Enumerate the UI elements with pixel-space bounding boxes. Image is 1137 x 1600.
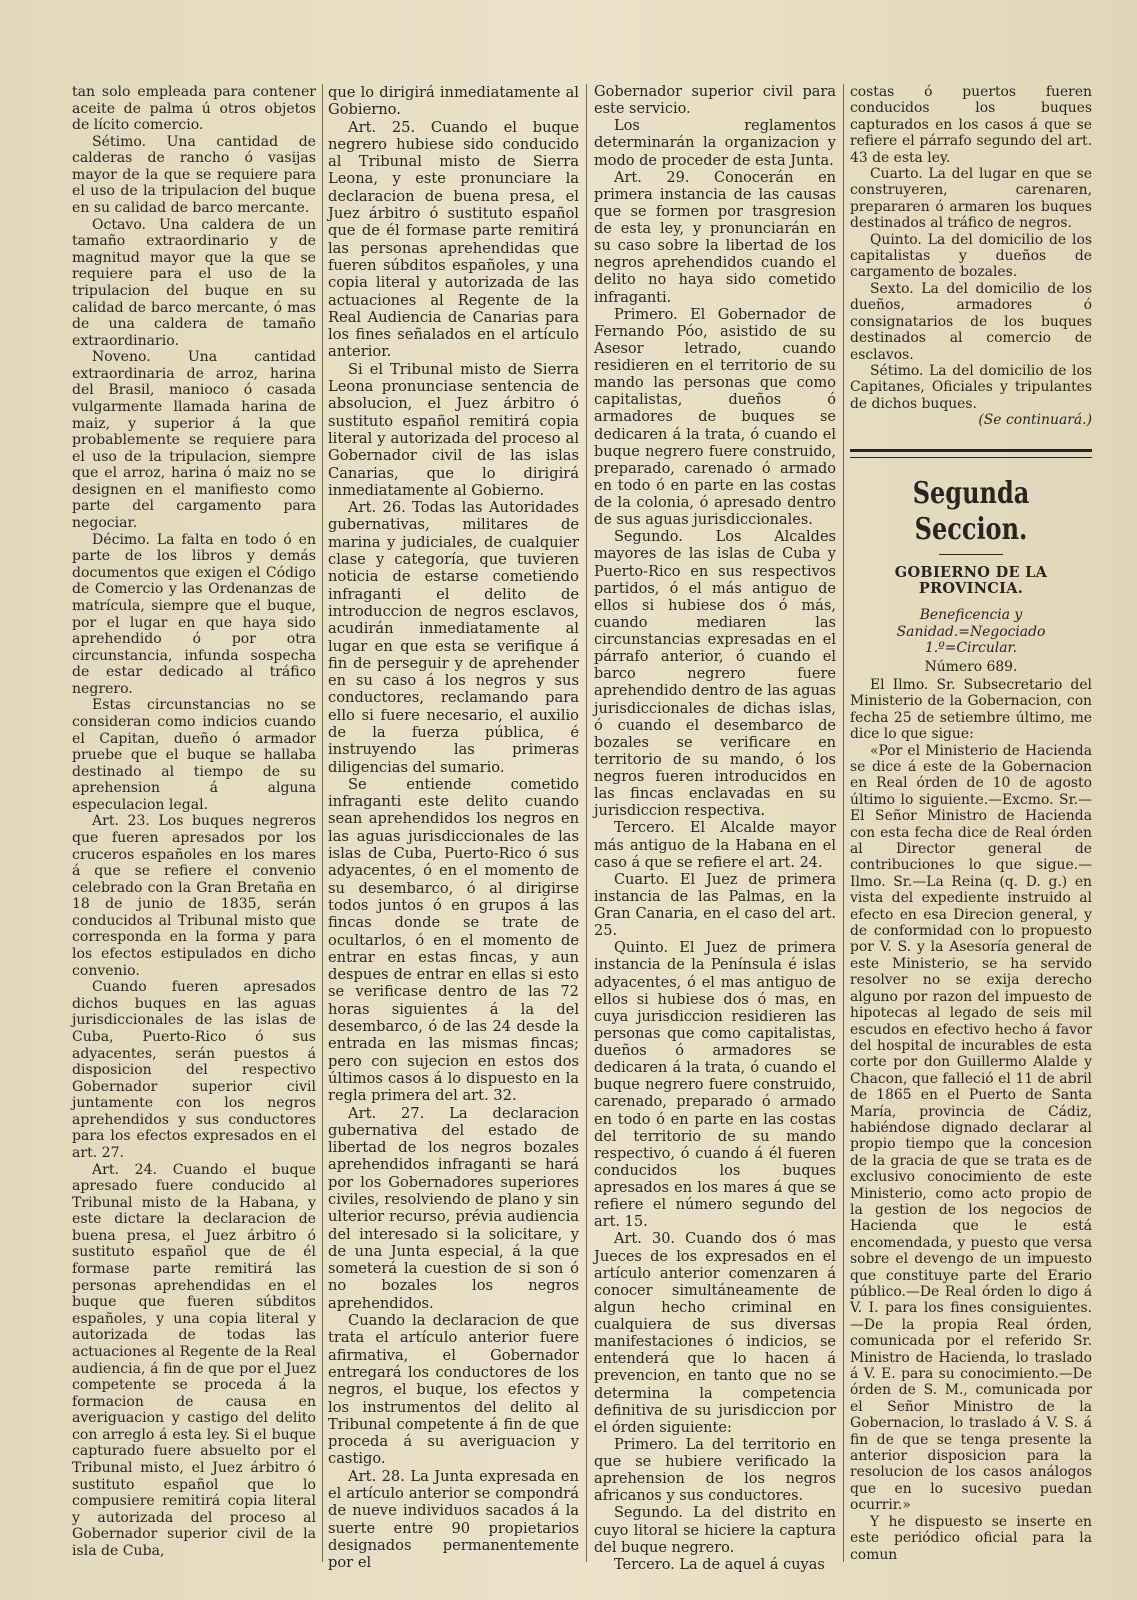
paragraph: Art. 30. Cuando dos ó mas Jueces de los expresados en el artículo anterior comenzaren á conocer simultáneamente de algun hecho criminal en cualquiera de sus diversas manifestaciones ó indicios, se entenderá que lo hacen á prevencion, en tanto que no se determina la competencia definitiva de su jurisdiccion por el órden siguiente: [594, 1231, 836, 1436]
paragraph: Octavo. Una caldera de un tamaño extraordinario y de magnitud mayor que la que se requiere para el uso de la tripulacion del buque en su calidad de barco mercante, ó mas de una caldera de tamaño extraordinario. [72, 216, 316, 349]
column-4 [850, 84, 1092, 1563]
paragraph: Segundo. La del distrito en cuyo litoral se hiciere la captura del buque negrero. [594, 1505, 836, 1556]
column-3 [594, 84, 836, 1574]
paragraph: «Por el Ministerio de Hacienda se dice á este de la Gobernacion en Real órden de 10 de agosto último lo siguiente.—Excmo. Sr.—El Señor Ministro de Hacienda con esta fecha dice de Real órden al Director general de contribuciones lo que sigue.—Ilmo. Sr.—La Reina (q. D. g.) en vista del expediente instruido al efecto en esa Direcion general, y de conformidad con lo propuesto por V. S. y la Asesoría general de este Ministerio, se ha servido resolver no se exija derecho alguno por razon del impuesto de hipotecas al legado de seis mil escudos en efectivo hecho á favor del hospital de incurables de esta corte por don Guillermo Alalde y Chacon, que falleció el 11 de abril de 1865 en el Puerto de Santa María, provincia de Cádiz, habiéndose dignado declarar al propio tiempo que la concesion de la gracia de que se trata es de exclusivo conocimiento de este Ministerio, como acto propio de la gestion de los negocios de Hacienda que le está encomendada, y puesto que versa sobre el devengo de un impuesto que constituye parte del Erario público.—De Real órden lo digo á V. I. para los fines consiguientes.—De la propia Real órden, comunicada por el referido Sr. Ministro de Hacienda, lo traslado á V. E. para su conocimiento.—De órden de S. M., comunicada por el Señor Ministro de la Gobernacion, lo traslado á V. S. á fin de que se tenga presente la anterior disposicion para la resolucion de los casos análogos que en lo sucesivo puedan ocurrir.» [850, 742, 1092, 1514]
short-rule [939, 554, 1003, 555]
paragraph: Art. 24. Cuando el buque apresado fuere conducido al Tribunal misto de la Habana, y este dictare la declaracion de buena presa, el Juez árbitro ó sustituto español que de él formase parte remitirá las personas aprehendidas en el buque que fueren súbditos españoles, y una copia literal y autorizada de todas las actuaciones al Regente de la Real audiencia, á fin de que por el Juez competente se proceda á la formacion de causa en averiguacion y castigo del delito con arreglo á esta ley. Si el buque capturado fuere absuelto por el Tribunal misto, el Juez árbitro ó sustituto español que lo compusiere remitirá copia literal y autorizada del proceso al Gobernador superior civil de la isla de Cuba, [72, 1161, 316, 1559]
paragraph: Art. 23. Los buques negreros que fueren apresados por los cruceros españoles en los mares á que se refiere el convenio celebrado con la Gran Bretaña en 18 de junio de 1835, serán conducidos al Tribunal misto que corresponda en la forma y para los efectos estipulados en dicho convenio. [72, 813, 316, 979]
paragraph: Si el Tribunal misto de Sierra Leona pronunciase sentencia de absolucion, el Juez árbitro ó sustituto español remitirá copia literal y autorizada del proceso al Gobernador civil de las islas Canarias, que lo dirigirá inmediatamente al Gobierno. [328, 360, 579, 499]
paragraph: Los reglamentos determinarán la organizacion y modo de proceder de esta Junta. [594, 118, 836, 169]
column-1 [72, 84, 316, 1559]
continuation-note: (Se continuará.) [978, 412, 1092, 429]
column-rule-2 [586, 84, 587, 1562]
paragraph: Primero. El Gobernador de Fernando Póo, asistido de su Asesor letrado, cuando residieren en el territorio de su mando las personas que como capitalistas, dueños ó armadores de buques se dedicaren á la trata, ó cuando el buque negrero fuere construido, preparado, carenado ó armado en todo ó en parte en las costas de la colonia, ó apresado dentro de sus aguas jurisdiccionales. [594, 306, 836, 529]
paragraph: Cuando fueren apresados dichos buques en las aguas jurisdiccionales de las islas de Cuba, Puerto-Rico ó sus adyacentes, serán puestos á disposicion del respectivo Gobernador superior civil juntamente con los negros aprehendidos y sus conductores para los efectos expresados en el art. 27. [72, 979, 316, 1161]
paragraph: Y he dispuesto se inserte en este periódico oficial para la comun [850, 1513, 1092, 1563]
paragraph: Segundo. Los Alcaldes mayores de las islas de Cuba y Puerto-Rico en sus respectivos partidos, ó el más antiguo de ellos si hubiese dos ó más, cuando mediaren las circunstancias expresadas en el párrafo anterior, ó cuando el barco negrero fuere aprehendido dentro de las aguas jurisdiccionales de dichas islas, ó cuando el desembarco de bozales se verificare en territorio de su mando, ó los negros fueren introducidos en las fincas enclavadas en su jurisdiccion respectiva. [594, 529, 836, 820]
column-rule-1 [322, 84, 323, 1562]
paragraph: Sexto. La del domicilio de los dueños, armadores ó consignatarios de los buques destinados al comercio de esclavos. [850, 280, 1092, 363]
paragraph: Décimo. La falta en todo ó en parte de los libros y demás documentos que exigen el Código de Comercio y las Ordenanzas de matrícula, siempre que el buque, por el lugar en que haya sido aprehendido ó por otra circunstancia, infunda sospecha de estar dedicado al tráfico negrero. [72, 531, 316, 697]
paragraph: Cuarto. El Juez de primera instancia de las Palmas, en la Gran Canaria, en el caso del art. 25. [594, 871, 836, 940]
paragraph: Quinto. El Juez de primera instancia de la Península é islas adyacentes, ó el mas antiguo de ellos si hubiese dos ó mas, en cuya jurisdiccion residieren las personas que como capitalistas, dueños ó armadores se dedicaren á la trata, ó cuando el buque negrero fuere construido, carenado, preparado ó armado en todo ó en parte en las costas del territorio de su mando respectivo, ó cuando á él fueren conducidos los buques apresados en los mares á que se refiere el número segundo del art. 15. [594, 940, 836, 1231]
paragraph: Estas circunstancias no se consideran como indicios cuando el Capitan, dueño ó armador pruebe que el buque se hallaba destinado al tiempo de su aprehension á alguna especulacion legal. [72, 697, 316, 813]
paragraph: Quinto. La del domicilio de los capitalistas y dueños de cargamento de bozales. [850, 231, 1092, 281]
paragraph: Noveno. Una cantidad extraordinaria de arroz, harina del Brasil, manioco ó casada vulgarmente llamada harina de maiz, y superior á la que probablemente se requiere para el uso de la tripulacion, siempre que el arroz, harina ó maiz no se designen en el manifiesto como parte del cargamento para negociar. [72, 349, 316, 532]
department-subheading: Beneficencia y Sanidad.=Negociado 1.º=Circular. [896, 607, 1046, 657]
paragraph: tan solo empleada para contener aceite de palma ú otros objetos de lícito comercio. [72, 84, 316, 134]
column-2 [328, 84, 579, 1572]
paragraph: Cuando la declaracion de que trata el artículo anterior fuere afirmativa, el Gobernador entregará los conductores de los negros, el buque, los efectos y los instrumentos del delito al Tribunal competente á fin de que proceda á su averiguacion y castigo. [328, 1312, 579, 1468]
government-heading: GOBIERNO DE LA PROVINCIA. [894, 563, 1048, 597]
paragraph: Se entiende cometido infraganti este delito cuando sean aprehendidos los negros en las aguas jurisdiccionales de las islas de Cuba, Puerto-Rico ó sus adyacentes, ó en el momento de su desembarco, ó al dirigirse todos juntos ó en grupos á las fincas donde se trate de ocultarlos, ó en el momento de entrar en estas fincas, y aun despues de entrar en ellas si esto se verificase dentro de las 72 horas siguientes á la del desembarco, ó de las 24 desde la entrada en las mismas fincas; pero con sujecion en estos dos últimos casos á lo dispuesto en la regla primera del art. 32. [328, 775, 579, 1105]
paragraph: El Ilmo. Sr. Subsecretario del Ministerio de la Gobernacion, con fecha 25 de setiembre último, me dice lo que sigue: [850, 676, 1092, 743]
paragraph: Art. 28. La Junta expresada en el artículo anterior se compondrá de nueve individuos sacados á la suerte entre 90 propietarios designados permanentemente por el [328, 1467, 579, 1572]
paragraph: Tercero. La de aquel á cuyas [614, 1556, 825, 1573]
paragraph: Primero. La del territorio en que se hubiere verificado la aprehension de los negros africanos y sus conductores. [594, 1436, 836, 1505]
paragraph: Tercero. El Alcalde mayor más antiguo de la Habana en el caso á que se refiere el art. 24. [594, 820, 836, 871]
paragraph: Art. 29. Conocerán en primera instancia de las causas que se formen por trasgresion de esta ley, y pronunciarán en su caso sobre la libertad de los negros aprehendidos cuando el delito no haya sido cometido infraganti. [594, 169, 836, 306]
column-rule-3 [843, 84, 844, 1562]
section-divider [850, 449, 1092, 458]
section-title: Segunda Seccion. [912, 475, 1030, 547]
paragraph: Cuarto. La del lugar en que se construyeren, carenaren, prepararen ó armaren los buques destinados al tráfico de negros. [850, 166, 1092, 232]
paragraph: que lo dirigirá inmediatamente al Gobierno. [328, 84, 579, 119]
paragraph: Gobernador superior civil para este servicio. [594, 84, 836, 118]
paragraph: Sétimo. Una cantidad de calderas de rancho ó vasijas mayor de la que se requiere para el uso de la tripulacion del buque en su calidad de barco mercante. [72, 133, 316, 217]
paragraph: Art. 25. Cuando el buque negrero hubiese sido conducido al Tribunal misto de Sierra Leona, y este pronunciare la declaracion de buena presa, el Juez árbitro ó sustituto español que de él formase parte remitirá las personas aprehendidas que fueren súbditos españoles, y una copia literal y autorizada de las actuaciones al Regente de la Real Audiencia de Canarias para los fines señalados en el artículo anterior. [328, 118, 579, 361]
paragraph: Art. 26. Todas las Autoridades gubernativas, militares de marina y judiciales, de cualquier clase y categoría, que tuvieren noticia de estarse cometiendo infraganti el delito de introduccion de negros esclavos, acudirán inmediatamente al lugar en que esta se verifique á fin de perseguir y de aprehender en su caso á los negros y sus conductores, reclamando para ello si fuere necesario, el auxilio de la fuerza pública, é instruyendo las primeras diligencias del sumario. [328, 499, 579, 776]
paragraph: Art. 27. La declaracion gubernativa del estado de libertad de los negros bozales aprehendidos infraganti se hará por los Gobernadores superiores civiles, resolviendo de plano y sin ulterior recurso, prévia audiencia del interesado si la solicitare, y de una Junta especial, á la que someterá la cuestion de si son ó no bozales los negros aprehendidos. [328, 1104, 579, 1312]
circular-number: Número 689. [924, 658, 1018, 675]
paragraph: Sétimo. La del domicilio de los Capitanes, Oficiales y tripulantes de dichos buques. [850, 362, 1092, 412]
paragraph: costas ó puertos fueren conducidos los buques capturados en los casos á que se refiere el párrafo segundo del art. 43 de esta ley. [850, 84, 1092, 166]
